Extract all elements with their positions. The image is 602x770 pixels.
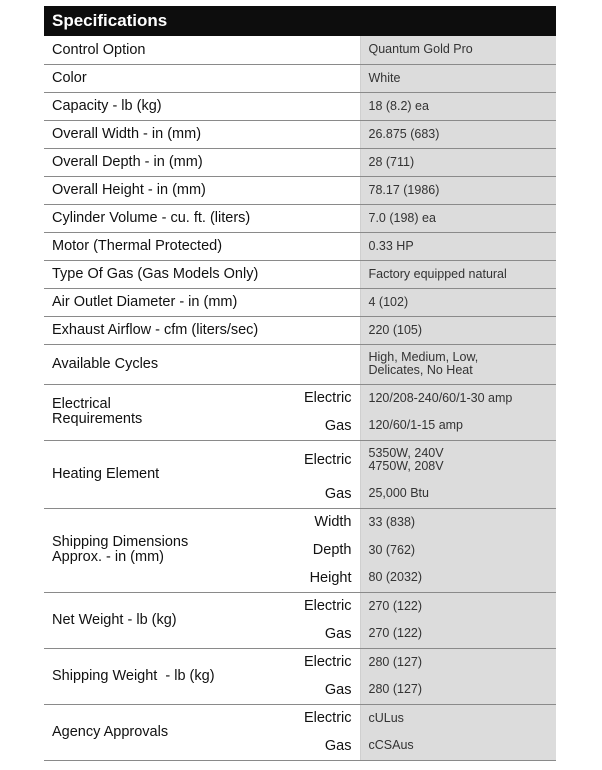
spec-value: 120/60/1-15 amp xyxy=(360,412,556,440)
spec-sub-label: Electric xyxy=(303,390,352,407)
specifications-sheet xyxy=(44,6,556,761)
spec-row-gas-type xyxy=(44,260,556,288)
spec-label: Available Cycles xyxy=(44,344,360,384)
spec-label-line: Electrical xyxy=(52,396,111,412)
spec-label: Cylinder Volume - cu. ft. (liters) xyxy=(44,204,360,232)
spec-row-overall-depth xyxy=(44,148,556,176)
spec-sub-label: Height xyxy=(268,564,360,592)
specifications-table xyxy=(44,36,556,761)
spec-label: Air Outlet Diameter - in (mm) xyxy=(44,288,360,316)
spec-sub-label: Gas xyxy=(268,480,360,508)
spec-row-cylinder-volume xyxy=(44,204,556,232)
spec-sub-label: Gas xyxy=(268,412,360,440)
spec-value: 78.17 (1986) xyxy=(360,176,556,204)
spec-sub-label: Electric xyxy=(303,654,352,671)
spec-value: 26.875 (683) xyxy=(360,120,556,148)
spec-value: 270 (122) xyxy=(360,620,556,648)
spec-value: 270 (122) xyxy=(360,592,556,620)
spec-label: Agency Approvals xyxy=(44,704,268,760)
spec-label: Type Of Gas (Gas Models Only) xyxy=(44,260,360,288)
spec-row-capacity xyxy=(44,92,556,120)
spec-group-agency-approvals xyxy=(44,704,556,732)
spec-group-electrical xyxy=(44,384,556,412)
spec-row-overall-height xyxy=(44,176,556,204)
spec-sub-label: Gas xyxy=(268,620,360,648)
spec-row-exhaust-airflow xyxy=(44,316,556,344)
spec-value: 18 (8.2) ea xyxy=(360,92,556,120)
spec-row-color xyxy=(44,64,556,92)
spec-label: Overall Depth - in (mm) xyxy=(44,148,360,176)
spec-value: 0.33 HP xyxy=(360,232,556,260)
spec-value: 4 (102) xyxy=(360,288,556,316)
spec-value xyxy=(360,344,556,384)
spec-value: Quantum Gold Pro xyxy=(360,36,556,64)
specifications-title: Specifications xyxy=(44,6,556,36)
spec-label xyxy=(44,508,268,592)
spec-group-shipping-dimensions xyxy=(44,508,556,536)
spec-label: Overall Height - in (mm) xyxy=(44,176,360,204)
spec-sub-label: Electric xyxy=(303,710,352,727)
spec-value: 25,000 Btu xyxy=(360,480,556,508)
spec-sub-label: Depth xyxy=(312,542,352,558)
spec-label xyxy=(44,384,268,440)
spec-row-overall-width xyxy=(44,120,556,148)
spec-label: Exhaust Airflow - cfm (liters/sec) xyxy=(44,316,360,344)
spec-value: 28 (711) xyxy=(360,148,556,176)
spec-sub-label: Width xyxy=(314,514,352,531)
spec-label-line: Shipping Dimensions xyxy=(52,534,189,550)
spec-group-heating xyxy=(44,440,556,480)
spec-value: Factory equipped natural xyxy=(360,260,556,288)
spec-value: 220 (105) xyxy=(360,316,556,344)
spec-sub-label: Electric xyxy=(303,598,352,615)
spec-label: Heating Element xyxy=(44,440,268,508)
spec-label: Shipping Weight - lb (kg) xyxy=(44,648,268,704)
spec-label: Motor (Thermal Protected) xyxy=(44,232,360,260)
spec-value-line: High, Medium, Low, xyxy=(368,350,479,364)
spec-value: cULus xyxy=(360,704,556,732)
spec-row-air-outlet xyxy=(44,288,556,316)
spec-label: Net Weight - lb (kg) xyxy=(44,592,268,648)
spec-value-line: 4750W, 208V xyxy=(368,459,444,474)
spec-group-net-weight xyxy=(44,592,556,620)
spec-label: Overall Width - in (mm) xyxy=(44,120,360,148)
spec-value: 280 (127) xyxy=(360,676,556,704)
spec-sub-label: Gas xyxy=(268,732,360,760)
spec-value: 33 (838) xyxy=(360,508,556,536)
spec-row-available-cycles xyxy=(44,344,556,384)
spec-label: Color xyxy=(44,64,360,92)
spec-label: Control Option xyxy=(44,36,360,64)
spec-value xyxy=(360,440,556,480)
spec-value-line: Delicates, No Heat xyxy=(368,363,473,377)
spec-value: White xyxy=(360,64,556,92)
spec-label-line: Requirements xyxy=(52,411,143,427)
spec-row-motor xyxy=(44,232,556,260)
spec-row-control-option xyxy=(44,36,556,64)
spec-sub-label: Electric xyxy=(303,452,352,469)
spec-group-shipping-weight xyxy=(44,648,556,676)
spec-sub-label: Gas xyxy=(268,676,360,704)
spec-label-line: Approx. - in (mm) xyxy=(52,549,164,565)
spec-value: 7.0 (198) ea xyxy=(360,204,556,232)
spec-value: 80 (2032) xyxy=(360,564,556,592)
spec-value-line: 5350W, 240V xyxy=(368,446,444,461)
spec-value: 120/208-240/60/1-30 amp xyxy=(360,384,556,412)
spec-value: 280 (127) xyxy=(360,648,556,676)
spec-value: cCSAus xyxy=(360,732,556,760)
spec-value: 30 (762) xyxy=(360,536,556,564)
spec-label: Capacity - lb (kg) xyxy=(44,92,360,120)
